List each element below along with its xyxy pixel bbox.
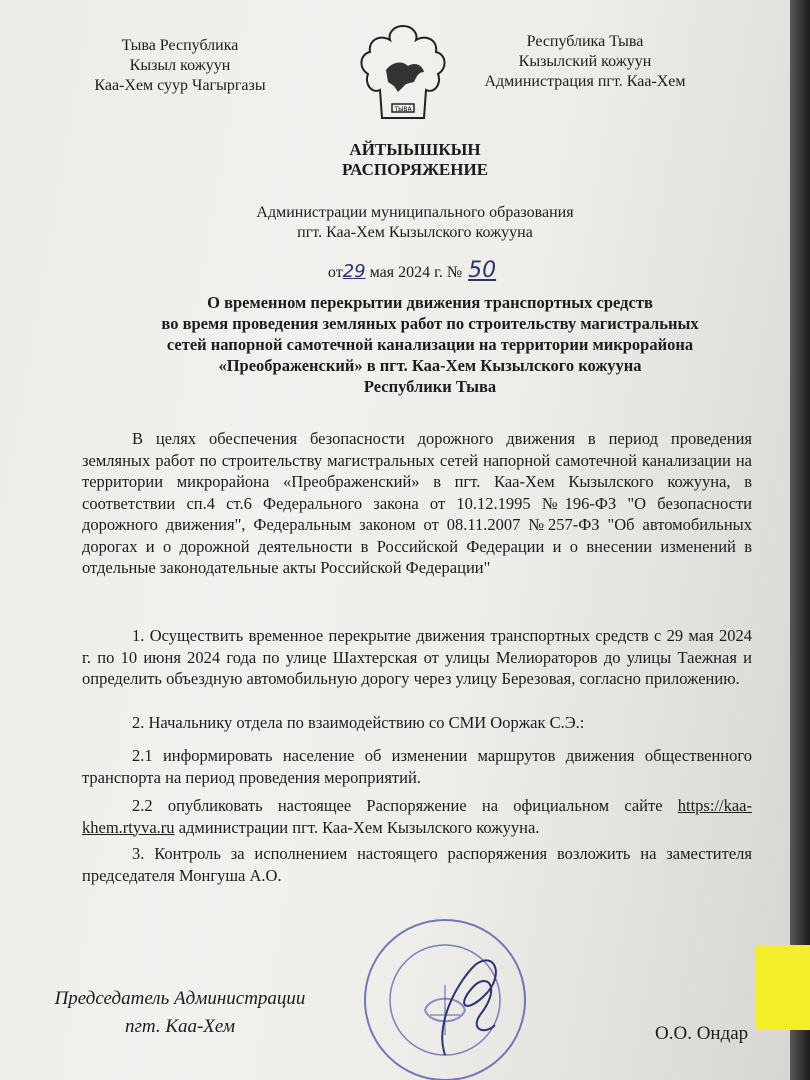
item-2-2-text: 2.2 опубликовать настоящее Распоряжение на официальном сайте bbox=[132, 796, 678, 815]
order-number-handwritten: 50 bbox=[468, 258, 497, 283]
subject-line3: сетей напорной самотечной канализации на территории микрорайона bbox=[166, 335, 694, 354]
background-edge bbox=[790, 0, 810, 1080]
header-left-line1: Тыва Республика bbox=[121, 37, 239, 54]
tuva-coat-of-arms-icon bbox=[358, 22, 448, 122]
emblem-label: ТЫВА bbox=[394, 106, 412, 113]
subject-line4: «Преображенский» в пгт. Каа-Хем Кызылского кожууна bbox=[218, 356, 642, 375]
item-1: 1. Осуществить временное перекрытие движения транспортных средств с 29 мая 2024 г. по 10 июня 2024 года по улице Шахтерская от улицы Мелиораторов до улицы Таежная и определить объездную автомобильную дорогу через улицу Березовая, согласно приложению. bbox=[82, 626, 752, 688]
preamble: В целях обеспечения безопасности дорожного движения в период проведения земляных работ по строительству магистральных сетей напорной самотечной канализации на территории микрорайона «Преображенский» в пгт. Каа-Хем Кызылского кожууна, в соответствии сп.4 ст.6 Федерального закона от 10.12.1995 №196-ФЗ "О безопасности дорожного движения", Федеральным законом от 08.11.2007 №257-ФЗ "Об автомобильных дорогах и о дорожной деятельности в Российской Федерации и о внесении изменений в отдельные законодательные акты Российской Федерации" bbox=[82, 429, 752, 577]
title-tuvan: АЙТЫЫШКЫН bbox=[349, 140, 481, 159]
item-2-2-text-end: администрации пгт. Каа-Хем Кызылского кожууна. bbox=[174, 817, 540, 837]
handwritten-signature bbox=[425, 945, 515, 1065]
subject-block bbox=[110, 292, 750, 397]
header-right-line3: Администрация пгт. Каа-Хем bbox=[484, 73, 686, 90]
signature-position bbox=[30, 985, 330, 1041]
date-rest: мая 2024 г. № bbox=[365, 264, 463, 281]
issuer-line1: Администрации муниципального образования bbox=[256, 204, 574, 221]
item-3: 3. Контроль за исполнением настоящего распоряжения возложить на заместителя председателя Монгуша А.О. bbox=[82, 844, 752, 885]
item-2: 2. Начальнику отдела по взаимодействию со СМИ Ооржак С.Э.: bbox=[132, 713, 585, 732]
issuer-line2: пгт. Каа-Хем Кызылского кожууна bbox=[297, 224, 533, 241]
yellow-sticky-note bbox=[755, 945, 810, 1030]
date-line bbox=[0, 260, 790, 283]
item-2-1: 2.1 информировать население об изменении маршрутов движения общественного транспорта на период проведения мероприятий. bbox=[82, 746, 752, 787]
subject-line1: О временном перекрытии движения транспортных средств bbox=[207, 293, 653, 312]
header-left-line3: Каа-Хем суур Чагыргазы bbox=[94, 77, 266, 94]
title-russian: РАСПОРЯЖЕНИЕ bbox=[341, 160, 489, 179]
header-right bbox=[460, 32, 710, 92]
signature-position-line1: Председатель Администрации bbox=[54, 988, 306, 1009]
subject-line5: Республики Тыва bbox=[363, 377, 497, 396]
header-left-line2: Кызыл кожуун bbox=[129, 57, 231, 74]
subject-line2: во время проведения земляных работ по строительству магистральных bbox=[161, 314, 699, 333]
header-right-line1: Республика Тыва bbox=[526, 33, 644, 50]
item-2-2 bbox=[82, 795, 752, 838]
date-day-handwritten: 29 bbox=[342, 261, 366, 282]
header-right-line2: Кызылский кожуун bbox=[518, 53, 652, 70]
signatory-name: О.О. Ондар bbox=[655, 1023, 749, 1044]
signature-position-line2: пгт. Каа-Хем bbox=[124, 1016, 235, 1037]
header-left bbox=[70, 36, 290, 96]
date-prefix: от bbox=[327, 264, 343, 281]
website-link[interactable]: https://kaa-khem.rtyva.ru bbox=[82, 796, 752, 837]
